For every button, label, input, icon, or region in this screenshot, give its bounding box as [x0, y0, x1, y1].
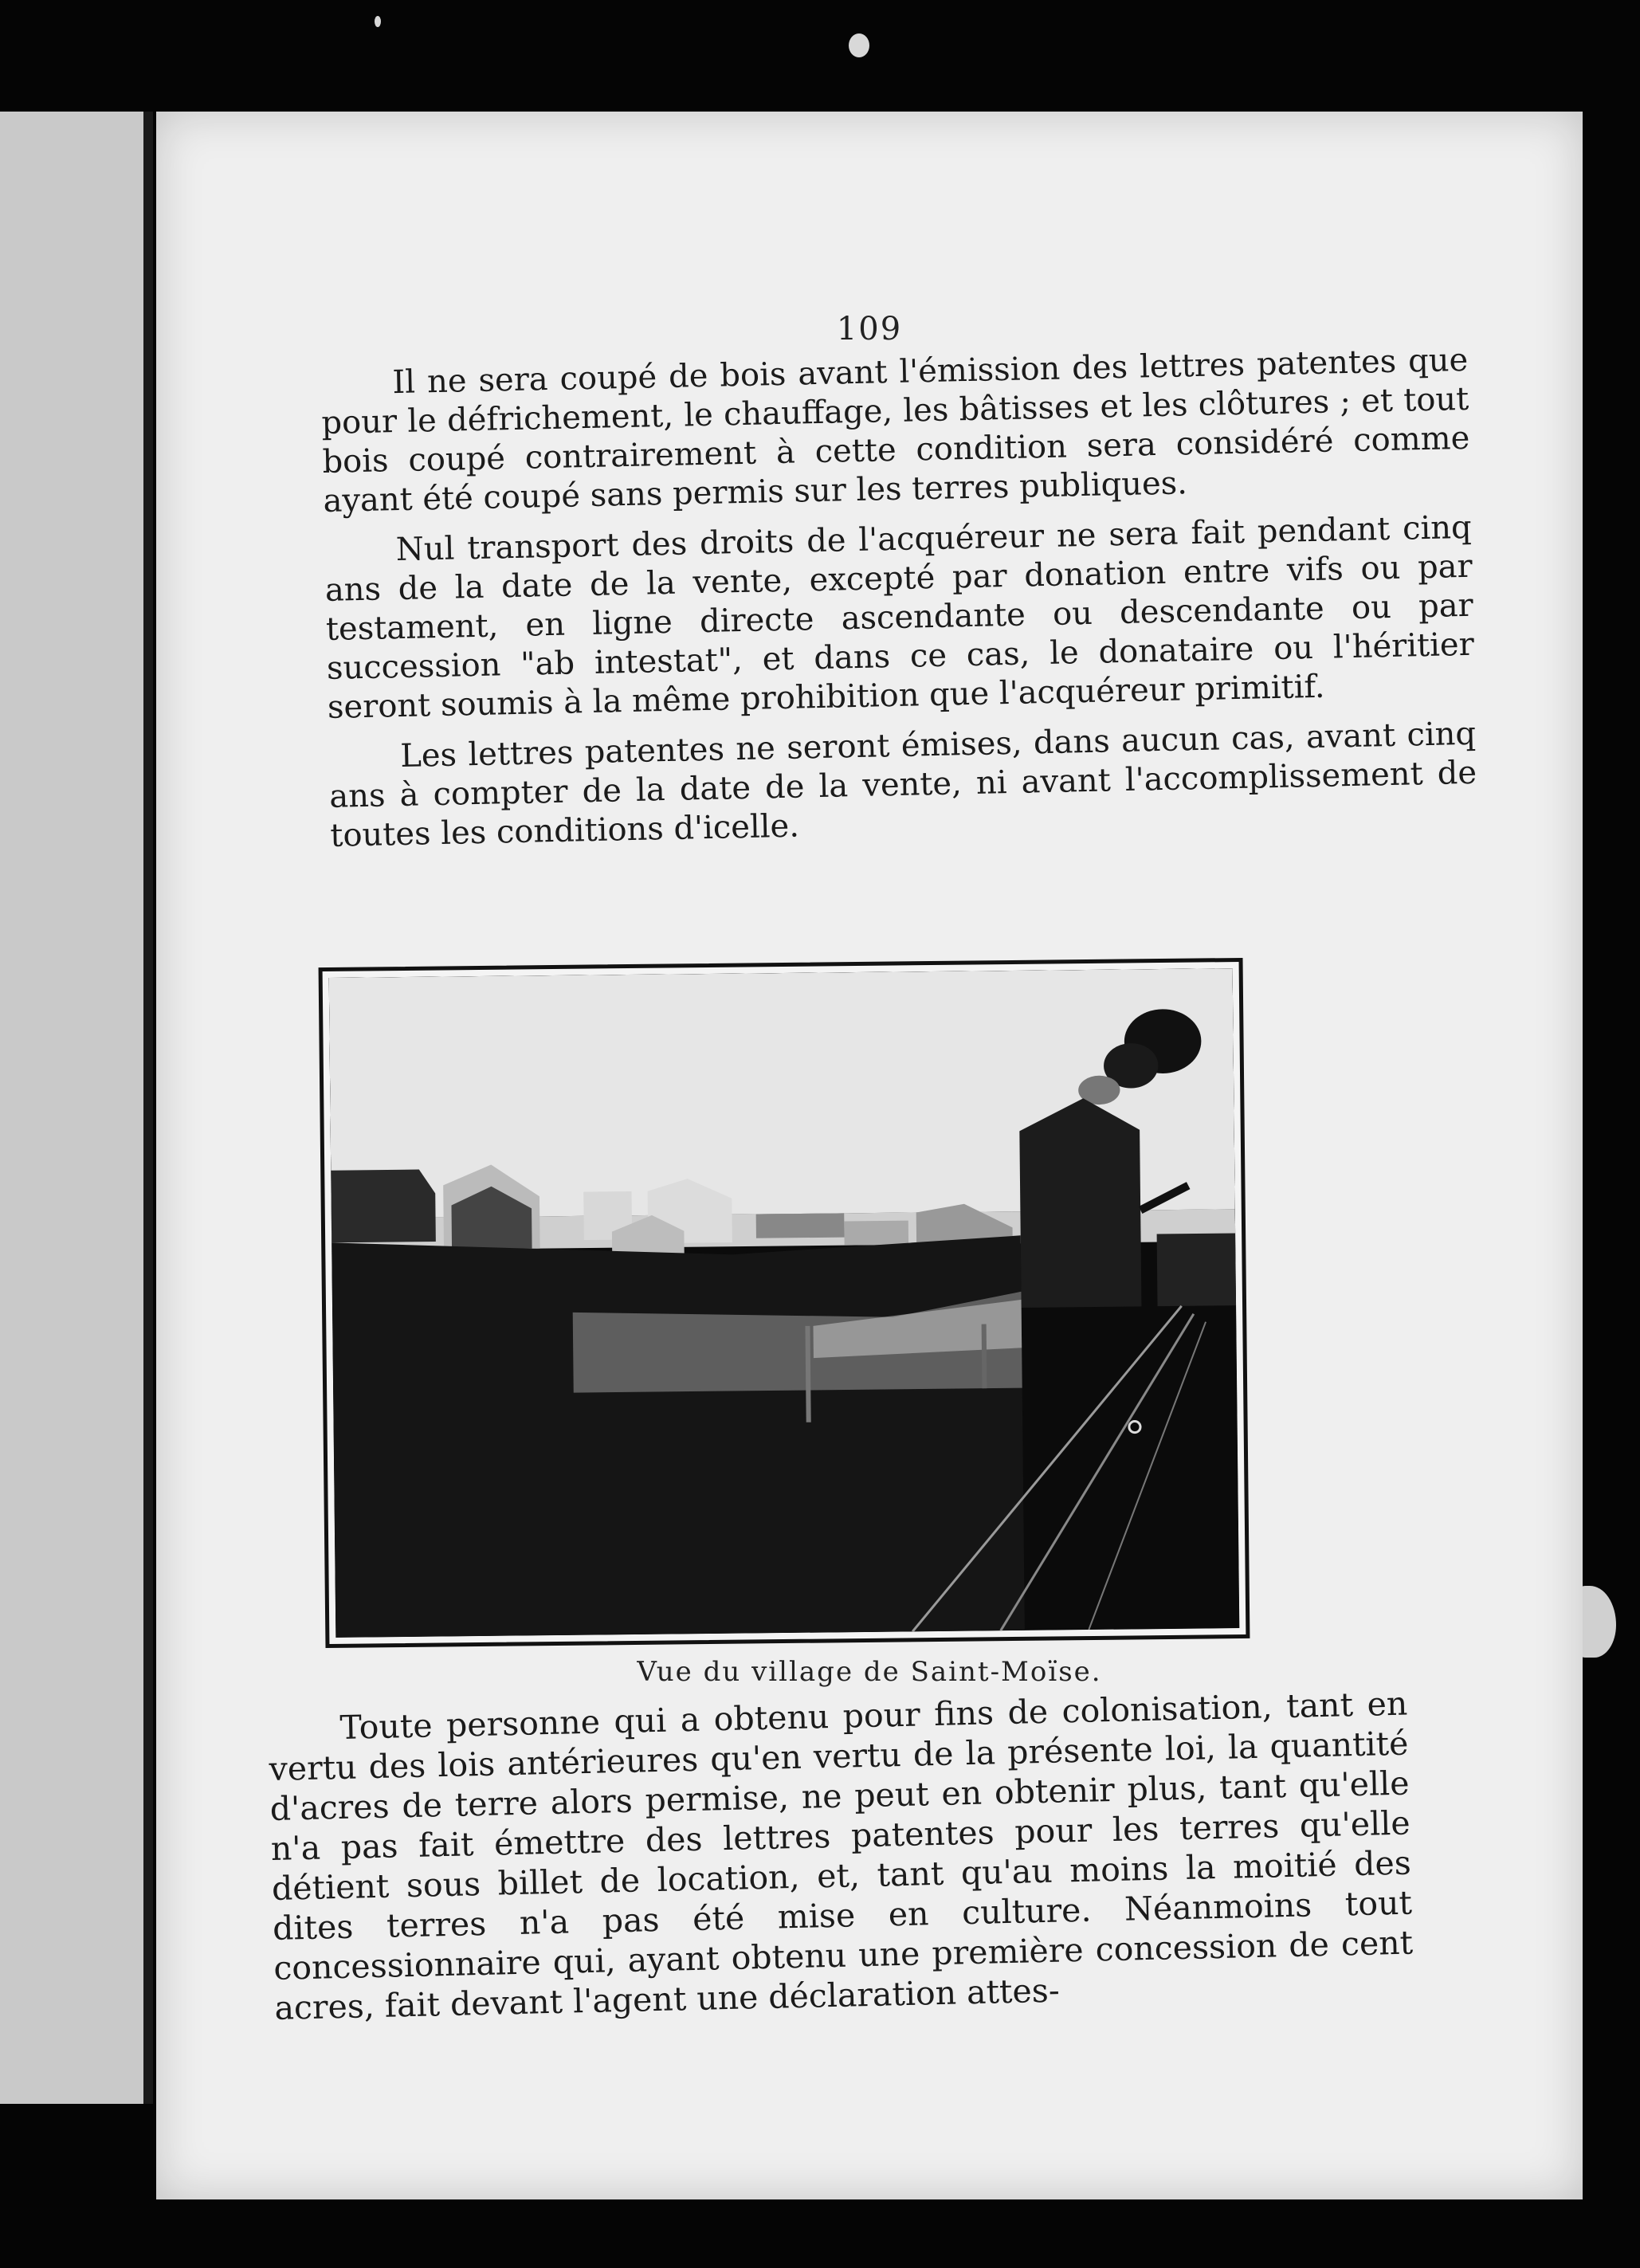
paragraph: Nul transport des droits de l'acquéreur ne sera fait pendant cinq ans de la date de la vente, excepté par donation entre vifs ou par testament, en ligne directe ascendante ou descendante ou par succession "ab intestat", et dans ce cas, le donataire ou l'héritier seront soumis à la même prohibition que l'acquéreur primitif. [324, 508, 1475, 726]
scan-speck [849, 33, 869, 57]
photo-caption: Vue du village de Saint-Moïse. [637, 1656, 1102, 1688]
scan-speck [375, 16, 381, 27]
paragraph: Il ne sera coupé de bois avant l'émission des lettres patentes que pour le défrichement, le chauffage, les bâtisses et les clôtures ; et tout bois coupé contrairement à cette condition sera considéré comme ayant été coupé sans permis sur les terres publiques. [321, 341, 1470, 520]
village-photo [329, 968, 1240, 1638]
village-photo-image [329, 968, 1240, 1638]
paragraph: Les lettres patentes ne seront émises, dans aucun cas, avant cinq ans à compter de la date de la vente, ni avant l'accomplissement de toutes les conditions d'icelle. [328, 715, 1477, 854]
book-page [156, 112, 1583, 2199]
left-page-edge [0, 112, 153, 2104]
page-number: 109 [836, 311, 903, 347]
paragraph: Toute personne qui a obtenu pour fins de colonisation, tant en vertu des lois antérieures qu'en vertu de la présente loi, la quantité d'acres de terre alors permise, ne peut en obtenir plus, tant qu'elle n'a pas fait émettre des lettres patentes pour les terres qu'elle détient sous billet de location, et, tant qu'au moins la moitié des dites terres n'a pas été mise en culture. Néanmoins tout concessionnaire qui, ayant obtenu une première concession de cent acres, fait devant l'agent une déclaration attes- [269, 1684, 1414, 2027]
bottom-text-block [268, 1684, 1414, 2039]
village-photo-frame [319, 958, 1250, 1648]
top-text-block [320, 341, 1478, 867]
